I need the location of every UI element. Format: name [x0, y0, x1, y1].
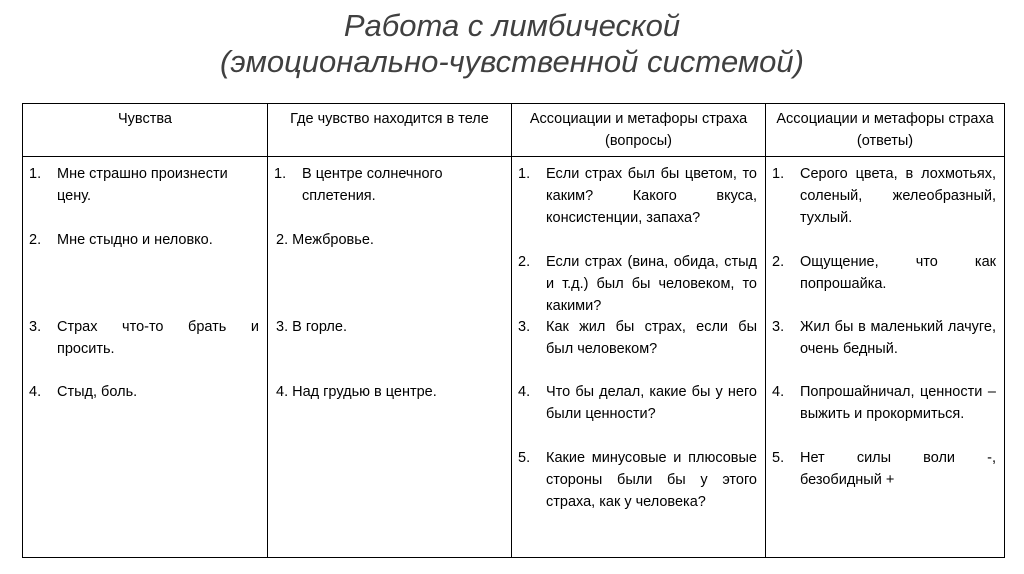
list-item	[518, 447, 757, 513]
list-item	[772, 447, 996, 491]
item-text: Как жил бы страх, если бы был человеком?	[546, 319, 757, 357]
item-text: Попрошайничал, ценности – выжить и прокормиться.	[800, 384, 996, 422]
slide-title	[0, 8, 1024, 80]
list-item: 2. Межбровье.	[276, 232, 374, 248]
item-number: 3.	[772, 319, 785, 335]
list-item	[29, 316, 259, 360]
list-item	[518, 251, 757, 317]
header-body-location: Где чувство находится в теле	[268, 104, 512, 157]
body-location-cell	[268, 157, 512, 558]
item-text: Серого цвета, в лохмотьях, соленый, желеобразный, тухлый.	[800, 166, 996, 226]
item-text: В центре солнечного сплетения.	[302, 166, 443, 204]
list-item	[772, 163, 996, 229]
list-item: 3. В горле.	[276, 319, 347, 335]
item-text: Если страх (вина, обида, стыд и т.д.) был бы человеком, то какими?	[546, 254, 757, 314]
item-text: Стыд, боль.	[57, 384, 138, 400]
title-line-1: Работа с лимбической	[343, 8, 681, 43]
item-text: Мне страшно произнести цену.	[57, 166, 228, 204]
header-questions: Ассоциации и метафоры страха (вопросы)	[512, 104, 766, 157]
list-item	[518, 381, 757, 425]
item-number: 2.	[518, 254, 531, 270]
item-number: 4.	[29, 384, 42, 400]
item-number: 1.	[29, 166, 42, 182]
list-item	[772, 381, 996, 425]
item-text: Что бы делал, какие бы у него были ценности?	[546, 384, 757, 422]
list-item	[518, 316, 757, 360]
item-number: 3.	[29, 319, 42, 335]
item-text: Какие минусовые и плюсовые стороны были бы у этого страха, как у человека?	[546, 450, 757, 510]
list-item	[29, 381, 259, 403]
item-text: Ощущение, что как попрошайка.	[800, 254, 996, 292]
list-item	[29, 229, 259, 251]
questions-cell	[512, 157, 766, 558]
feelings-cell	[23, 157, 268, 558]
item-text: Нет силы воли -, безобидный +	[800, 450, 996, 488]
item-text: Мне стыдно и неловко.	[57, 232, 213, 248]
item-number: 1.	[274, 166, 287, 182]
item-number: 5.	[518, 450, 531, 466]
item-number: 1.	[772, 166, 785, 182]
feelings-table	[22, 103, 1005, 558]
list-item	[29, 163, 259, 207]
header-row	[23, 104, 1005, 157]
list-item	[772, 251, 996, 295]
item-text: Если страх был бы цветом, то каким? Какого вкуса, консистенции, запаха?	[546, 166, 757, 226]
content-row	[23, 157, 1005, 558]
header-feelings: Чувства	[23, 104, 268, 157]
item-number: 2.	[772, 254, 785, 270]
title-line-2: (эмоционально-чувственной системой)	[220, 44, 804, 79]
item-number: 2.	[29, 232, 42, 248]
list-item	[518, 163, 757, 229]
item-number: 1.	[518, 166, 531, 182]
item-number: 4.	[518, 384, 531, 400]
list-item: 4. Над грудью в центре.	[276, 384, 437, 400]
item-text: Страх что-то брать и просить.	[57, 319, 259, 357]
answers-cell	[766, 157, 1005, 558]
list-item	[274, 163, 503, 207]
header-answers: Ассоциации и метафоры страха (ответы)	[766, 104, 1005, 157]
item-number: 3.	[518, 319, 531, 335]
list-item	[772, 316, 996, 360]
item-number: 4.	[772, 384, 785, 400]
item-number: 5.	[772, 450, 785, 466]
item-text: Жил бы в маленький лачуге, очень бедный.	[800, 319, 996, 357]
